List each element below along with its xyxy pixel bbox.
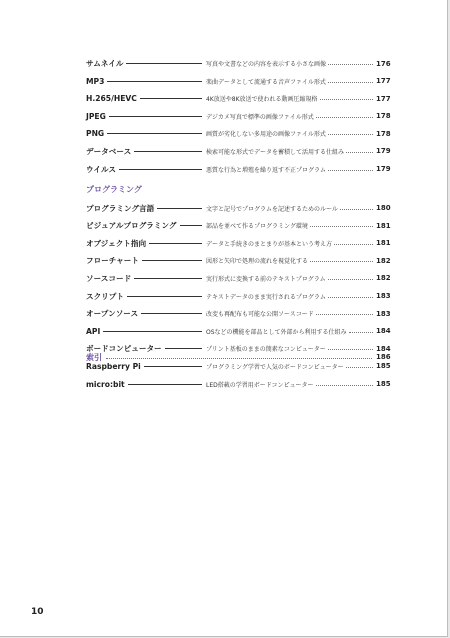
- toc-entry[interactable]: [86, 56, 390, 71]
- leader-line: [109, 116, 202, 117]
- entry-page-number: 183: [376, 292, 391, 301]
- entry-description: デジカメ写真で標準の画像ファイル形式: [206, 113, 314, 121]
- entry-page-number: 177: [376, 94, 391, 103]
- entry-description: 写真や文書などの内容を表示する小さな画像: [206, 61, 327, 68]
- section-heading-label: プログラミング: [86, 185, 142, 195]
- entry-description: プログラミング学習で人気のボードコンピューター: [206, 363, 344, 371]
- dot-leader: [346, 152, 373, 153]
- entry-description: 悪質な行為と増殖を繰り返す不正プログラム: [206, 166, 326, 174]
- entry-page-number: 181: [376, 239, 391, 248]
- leader-line: [141, 313, 202, 314]
- entry-page-number: 185: [376, 380, 391, 388]
- toc-entry[interactable]: [86, 109, 390, 124]
- leader-line: [119, 169, 202, 170]
- entry-page-number: 178: [376, 129, 391, 138]
- dot-leader: [349, 332, 373, 333]
- toc-entry[interactable]: [86, 289, 390, 304]
- toc-entry[interactable]: [86, 253, 390, 268]
- leader-line: [107, 81, 202, 82]
- index-entry[interactable]: [86, 350, 390, 364]
- entry-term: micro:bit: [86, 379, 125, 389]
- entry-description: プリント基板のままの簡素なコンピューター: [206, 346, 326, 354]
- entry-term: ボードコンピューター: [86, 344, 162, 354]
- toc-entry[interactable]: [86, 74, 390, 89]
- entry-description: 検索可能な形式でデータを蓄積して活用する仕組み: [206, 148, 345, 156]
- leader-line: [134, 151, 202, 152]
- entry-term: API: [86, 326, 101, 336]
- leader-line: [128, 384, 202, 385]
- leader-line: [142, 260, 202, 261]
- entry-description: 4K放送や8K放送で使われる動画圧縮規格: [206, 96, 318, 104]
- dot-leader: [310, 261, 373, 262]
- dot-leader: [328, 64, 373, 65]
- toc-entry[interactable]: [86, 306, 390, 321]
- dot-leader: [328, 82, 373, 83]
- entry-term: Raspberry Pi: [86, 361, 141, 371]
- entry-term: データベース: [86, 146, 132, 156]
- dot-leader: [328, 170, 373, 171]
- dot-leader: [334, 244, 373, 245]
- entry-page-number: 180: [376, 204, 391, 213]
- entry-term: オープンソース: [86, 309, 139, 319]
- dot-leader: [328, 279, 373, 280]
- entry-term: PNG: [86, 129, 105, 139]
- dot-leader: [106, 358, 372, 359]
- entry-page-number: 176: [376, 59, 391, 68]
- leader-line: [107, 133, 202, 134]
- dot-leader: [316, 385, 373, 386]
- entry-term: MP3: [86, 76, 105, 86]
- index-label: 索引: [86, 352, 102, 362]
- entry-description: 画質が劣化しない多用途の画像ファイル形式: [206, 131, 326, 139]
- leader-line: [144, 366, 202, 367]
- page-folio: 10: [31, 607, 44, 617]
- toc-entry[interactable]: [86, 324, 390, 339]
- entry-term: JPEG: [86, 111, 106, 121]
- leader-line: [149, 243, 202, 244]
- entry-description: 部品を並べて作るプログラミング環境: [206, 223, 308, 231]
- entry-page-number: 185: [376, 362, 391, 371]
- toc-entry[interactable]: [86, 144, 390, 159]
- toc-entry[interactable]: [86, 201, 390, 216]
- dot-leader: [316, 314, 373, 315]
- dot-leader: [328, 134, 373, 135]
- entry-description: 図形と矢印で処理の流れを視覚化する: [206, 258, 309, 266]
- entry-page-number: 178: [376, 112, 391, 121]
- entry-page-number: 177: [376, 77, 391, 86]
- entry-description: データと手続きのまとまりが基本という考え方: [206, 240, 333, 248]
- entry-description: OSなどの機能を部品として外部から利用する仕組み: [206, 328, 347, 336]
- entry-description: 楽曲データとして流通する音声ファイル形式: [206, 78, 326, 86]
- leader-line: [157, 208, 202, 209]
- entry-term: フローチャート: [86, 256, 139, 266]
- leader-line: [140, 98, 202, 99]
- entry-description: LED搭載の学習用ボードコンピューター: [206, 381, 314, 389]
- entry-term: ソースコード: [86, 273, 132, 283]
- entry-page-number: 182: [376, 274, 391, 283]
- entry-term: サムネイル: [86, 59, 124, 68]
- dot-leader: [328, 297, 373, 298]
- toc-entry[interactable]: [86, 126, 390, 141]
- leader-line: [127, 296, 202, 297]
- entry-term: ウイルス: [86, 164, 116, 174]
- toc-list: [86, 56, 390, 394]
- dot-leader: [316, 117, 373, 118]
- entry-term: ビジュアルプログラミング: [86, 221, 177, 231]
- section-heading: [86, 183, 390, 197]
- toc-entry[interactable]: [86, 91, 390, 106]
- toc-entry[interactable]: [86, 271, 390, 286]
- entry-term: スクリプト: [86, 291, 124, 301]
- toc-entry[interactable]: [86, 218, 390, 233]
- dot-leader: [346, 367, 373, 368]
- leader-line: [103, 331, 202, 332]
- entry-page-number: 179: [376, 165, 391, 174]
- entry-page-number: 179: [376, 147, 391, 156]
- entry-page-number: 182: [376, 256, 391, 265]
- leader-line: [180, 225, 202, 226]
- leader-line: [126, 63, 202, 64]
- toc-entry[interactable]: [86, 162, 390, 177]
- entry-term: プログラミング言語: [86, 203, 155, 213]
- entry-page-number: 181: [376, 221, 391, 230]
- index-page-number: 186: [376, 353, 391, 361]
- entry-description: 実行形式に変換する前のテキストプログラム: [206, 275, 326, 283]
- entry-term: オブジェクト指向: [86, 238, 147, 248]
- entry-description: 改変も再配布も可能な公開ソースコード: [206, 311, 314, 319]
- entry-description: テキストデータのまま実行されるプログラム: [206, 293, 326, 301]
- entry-term: H.265/HEVC: [86, 94, 137, 104]
- dot-leader: [310, 226, 373, 227]
- entry-description: 文字と記号でプログラムを記述するためのルール: [206, 205, 338, 213]
- entry-page-number: 183: [376, 309, 391, 318]
- dot-leader: [340, 209, 373, 210]
- leader-line: [134, 278, 202, 279]
- toc-entry[interactable]: [86, 377, 390, 392]
- dot-leader: [320, 99, 373, 100]
- entry-page-number: 184: [376, 327, 391, 336]
- entry-page-number: 184: [376, 344, 391, 353]
- toc-entry[interactable]: [86, 236, 390, 251]
